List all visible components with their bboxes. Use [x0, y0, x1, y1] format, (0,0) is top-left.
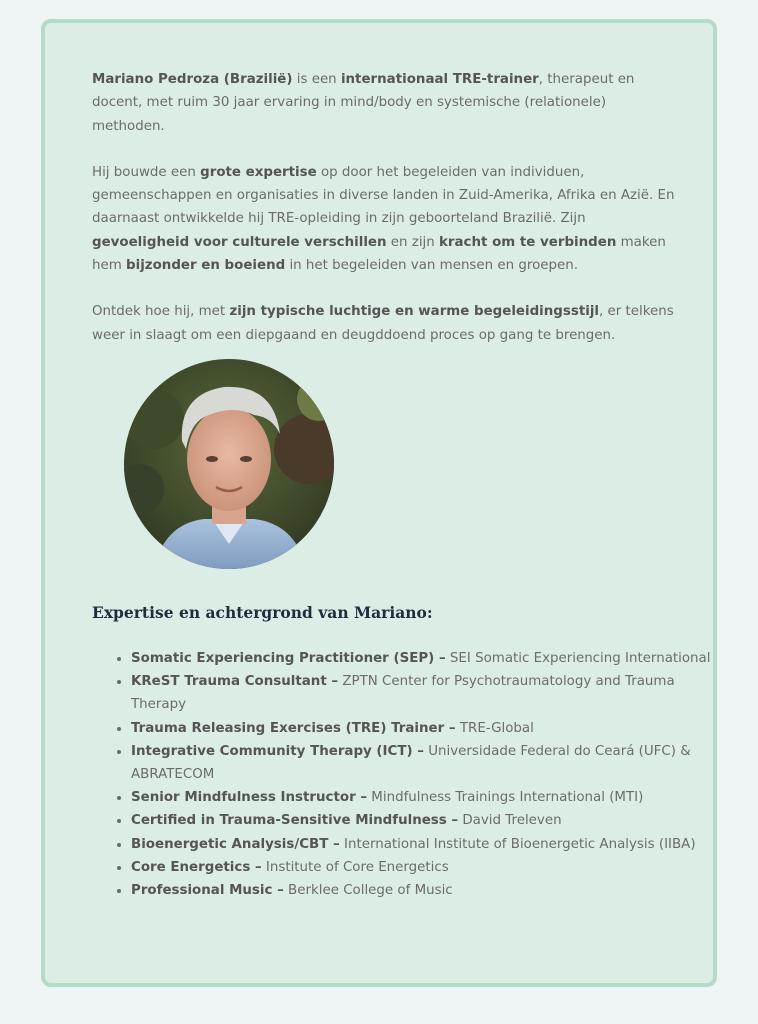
expertise-title: Certified in Trauma-Sensitive Mindfulness – [131, 813, 459, 829]
expertise-organization: ZPTN Center for Psychotraumatology and Trauma Therapy [131, 674, 675, 713]
profile-photo [124, 359, 334, 569]
expertise-organization: Universidade Federal do Ceará (UFC) & ABRATECOM [131, 743, 691, 783]
text-segment: is een [292, 72, 341, 87]
bold-text: internationaal TRE-trainer [340, 72, 539, 87]
intro-paragraph-1 [92, 68, 677, 138]
text-segment: en zijn [386, 234, 439, 250]
expertise-item [131, 670, 731, 716]
expertise-organization: International Institute of Bioenergetic Analysis (IIBA) [339, 836, 696, 852]
bio-card [41, 19, 717, 987]
bold-text: zijn typische luchtige en warme begeleidingsstijl [229, 304, 599, 320]
intro-paragraph-2 [92, 161, 677, 277]
bold-text: Mariano Pedroza (Brazilië) [92, 72, 293, 87]
expertise-item [131, 809, 731, 832]
bold-text: grote expertise [200, 164, 317, 180]
expertise-organization: TRE-Global [455, 720, 534, 736]
expertise-item [131, 740, 731, 786]
bold-text: bijzonder en boeiend [126, 258, 286, 274]
expertise-item [131, 717, 731, 740]
expertise-title: Integrative Community Therapy (ICT) – [131, 743, 424, 759]
expertise-organization: Mindfulness Trainings International (MTI) [367, 790, 644, 806]
expertise-title: Bioenergetic Analysis/CBT – [131, 836, 340, 852]
expertise-heading: Expertise en achtergrond van Mariano: [92, 603, 433, 622]
expertise-organization: SEI Somatic Experiencing International [445, 651, 711, 666]
expertise-organization: Institute of Core Energetics [261, 859, 449, 875]
expertise-item [131, 647, 731, 670]
text-segment: in het begeleiden van mensen en groepen. [285, 258, 578, 274]
expertise-item [131, 786, 731, 809]
expertise-item [131, 833, 731, 856]
text-segment: op door het begeleiden van individuen, gemeenschappen en organisaties in diverse landen in Zuid-Amerika, Afrika en Azië. En daarnaast ontwikkelde hij TRE-opleiding in zijn geboorteland Brazilië. Zijn [92, 164, 675, 227]
expertise-title: Core Energetics – [131, 859, 262, 875]
text-segment: Hij bouwde een [92, 164, 201, 180]
expertise-title: Senior Mindfulness Instructor – [131, 790, 368, 806]
text-segment: , er telkens weer in slaagt om een diepgaand en deugddoend proces op gang te brengen. [92, 304, 674, 343]
expertise-title: KReST Trauma Consultant – [131, 674, 339, 690]
expertise-list [93, 647, 731, 902]
text-segment: Ontdek hoe hij, met [92, 304, 230, 320]
intro-paragraph-3 [92, 300, 677, 347]
bold-text: gevoeligheid voor culturele verschillen [92, 234, 387, 250]
expertise-organization: Berklee College of Music [283, 883, 453, 899]
expertise-item [131, 879, 731, 902]
expertise-title: Professional Music – [131, 883, 284, 899]
expertise-organization: David Treleven [458, 813, 562, 829]
expertise-item [131, 856, 731, 879]
text-segment: , therapeut en docent, met ruim 30 jaar ervaring in mind/body en systemische (relationele) methoden. [92, 72, 635, 134]
text-segment: maken hem [92, 234, 666, 274]
bold-text: kracht om te verbinden [439, 234, 617, 250]
intro-text [92, 68, 677, 370]
expertise-title: Trauma Releasing Exercises (TRE) Trainer – [131, 720, 456, 736]
expertise-title: Somatic Experiencing Practitioner (SEP) – [131, 651, 446, 666]
